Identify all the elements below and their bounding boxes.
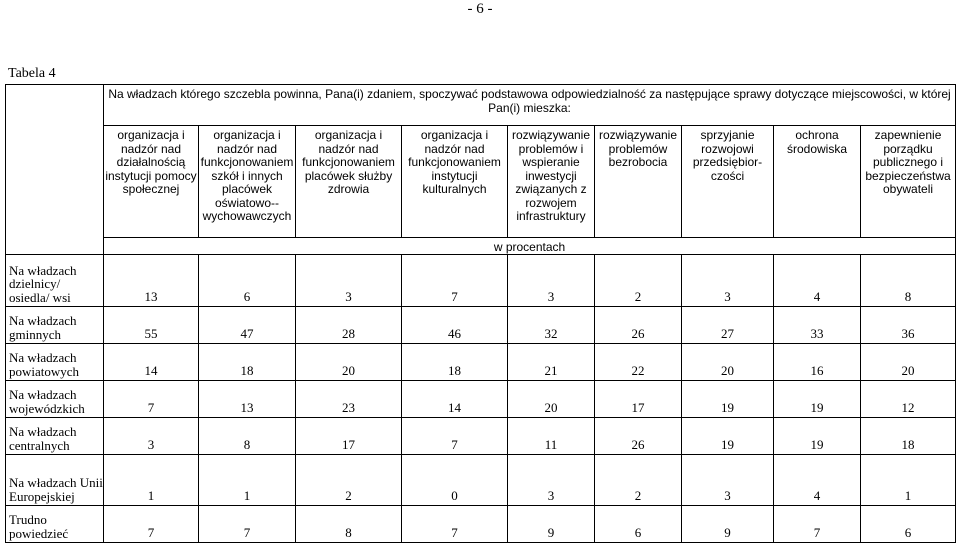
column-header: organizacja i nadzór nad funkcjonowaniem szkół i innych placówek oświatowo--wychowawczych — [199, 126, 296, 238]
value-cell: 20 — [682, 344, 774, 381]
value-cell: 8 — [296, 506, 402, 543]
row-label: Na władzach wojewódzkich — [6, 381, 104, 418]
header-question: Na władzach którego szczebla powinna, Pana(i) zdaniem, spoczywać podstawowa odpowiedzialność za następujące sprawy dotyczące miejscowości, w której Pan(i) mieszka: — [104, 85, 956, 126]
corner-cell — [6, 85, 104, 255]
column-header: organizacja i nadzór nad funkcjonowaniem placówek służby zdrowia — [296, 126, 402, 238]
value-cell: 26 — [595, 307, 682, 344]
value-cell: 3 — [296, 255, 402, 307]
value-cell: 3 — [682, 255, 774, 307]
value-cell: 7 — [402, 506, 508, 543]
table-row — [6, 255, 956, 307]
column-header: sprzyjanie rozwojowi przedsiębior-czości — [682, 126, 774, 238]
value-cell: 55 — [104, 307, 199, 344]
header-row-columns — [6, 126, 956, 238]
value-cell: 3 — [508, 255, 595, 307]
value-cell: 22 — [595, 344, 682, 381]
value-cell: 4 — [774, 255, 861, 307]
table-caption: Tabela 4 — [8, 66, 56, 81]
table-row — [6, 506, 956, 543]
value-cell: 4 — [774, 455, 861, 506]
value-cell: 9 — [682, 506, 774, 543]
value-cell: 33 — [774, 307, 861, 344]
value-cell: 19 — [774, 381, 861, 418]
value-cell: 19 — [774, 418, 861, 455]
column-header: ochrona środowiska — [774, 126, 861, 238]
row-label: Na władzach gminnych — [6, 307, 104, 344]
row-label: Na władzach powiatowych — [6, 344, 104, 381]
column-header: zapewnienie porządku publicznego i bezpieczeństwa obywateli — [861, 126, 956, 238]
value-cell: 2 — [595, 455, 682, 506]
value-cell: 36 — [861, 307, 956, 344]
value-cell: 18 — [199, 344, 296, 381]
row-label: Na władzach dzielnicy/ osiedla/ wsi — [6, 255, 104, 307]
value-cell: 2 — [595, 255, 682, 307]
value-cell: 13 — [199, 381, 296, 418]
table-row — [6, 381, 956, 418]
unit-label: w procentach — [104, 238, 956, 255]
value-cell: 18 — [402, 344, 508, 381]
value-cell: 7 — [402, 418, 508, 455]
value-cell: 28 — [296, 307, 402, 344]
value-cell: 1 — [104, 455, 199, 506]
column-header: organizacja i nadzór nad działalnością instytucji pomocy społecznej — [104, 126, 199, 238]
value-cell: 17 — [595, 381, 682, 418]
value-cell: 2 — [296, 455, 402, 506]
value-cell: 47 — [199, 307, 296, 344]
value-cell: 7 — [402, 255, 508, 307]
header-row-question — [6, 85, 956, 126]
value-cell: 19 — [682, 381, 774, 418]
value-cell: 20 — [296, 344, 402, 381]
value-cell: 14 — [104, 344, 199, 381]
table-row — [6, 455, 956, 506]
value-cell: 13 — [104, 255, 199, 307]
value-cell: 20 — [861, 344, 956, 381]
row-label: Na władzach centralnych — [6, 418, 104, 455]
value-cell: 3 — [104, 418, 199, 455]
value-cell: 14 — [402, 381, 508, 418]
row-label: Trudno powiedzieć — [6, 506, 104, 543]
value-cell: 26 — [595, 418, 682, 455]
value-cell: 19 — [682, 418, 774, 455]
value-cell: 3 — [682, 455, 774, 506]
value-cell: 27 — [682, 307, 774, 344]
value-cell: 46 — [402, 307, 508, 344]
column-header: organizacja i nadzór nad funkcjonowaniem instytucji kulturalnych — [402, 126, 508, 238]
value-cell: 1 — [861, 455, 956, 506]
value-cell: 6 — [861, 506, 956, 543]
value-cell: 32 — [508, 307, 595, 344]
table-row — [6, 307, 956, 344]
value-cell: 0 — [402, 455, 508, 506]
value-cell: 8 — [199, 418, 296, 455]
results-table — [5, 84, 956, 543]
column-header: rozwiązywanie problemów i wspieranie inwestycji związanych z rozwojem infrastruktury — [508, 126, 595, 238]
value-cell: 21 — [508, 344, 595, 381]
value-cell: 16 — [774, 344, 861, 381]
value-cell: 17 — [296, 418, 402, 455]
value-cell: 18 — [861, 418, 956, 455]
value-cell: 6 — [595, 506, 682, 543]
row-label: Na władzach Unii Europejskiej — [6, 455, 104, 506]
value-cell: 7 — [104, 381, 199, 418]
value-cell: 7 — [104, 506, 199, 543]
page-number: - 6 - — [467, 1, 493, 17]
value-cell: 20 — [508, 381, 595, 418]
value-cell: 12 — [861, 381, 956, 418]
value-cell: 3 — [508, 455, 595, 506]
value-cell: 6 — [199, 255, 296, 307]
value-cell: 7 — [199, 506, 296, 543]
value-cell: 9 — [508, 506, 595, 543]
value-cell: 7 — [774, 506, 861, 543]
value-cell: 23 — [296, 381, 402, 418]
table-row — [6, 344, 956, 381]
value-cell: 1 — [199, 455, 296, 506]
column-header: rozwiązywanie problemów bezrobocia — [595, 126, 682, 238]
value-cell: 11 — [508, 418, 595, 455]
table-row — [6, 418, 956, 455]
header-row-unit — [6, 238, 956, 255]
value-cell: 8 — [861, 255, 956, 307]
